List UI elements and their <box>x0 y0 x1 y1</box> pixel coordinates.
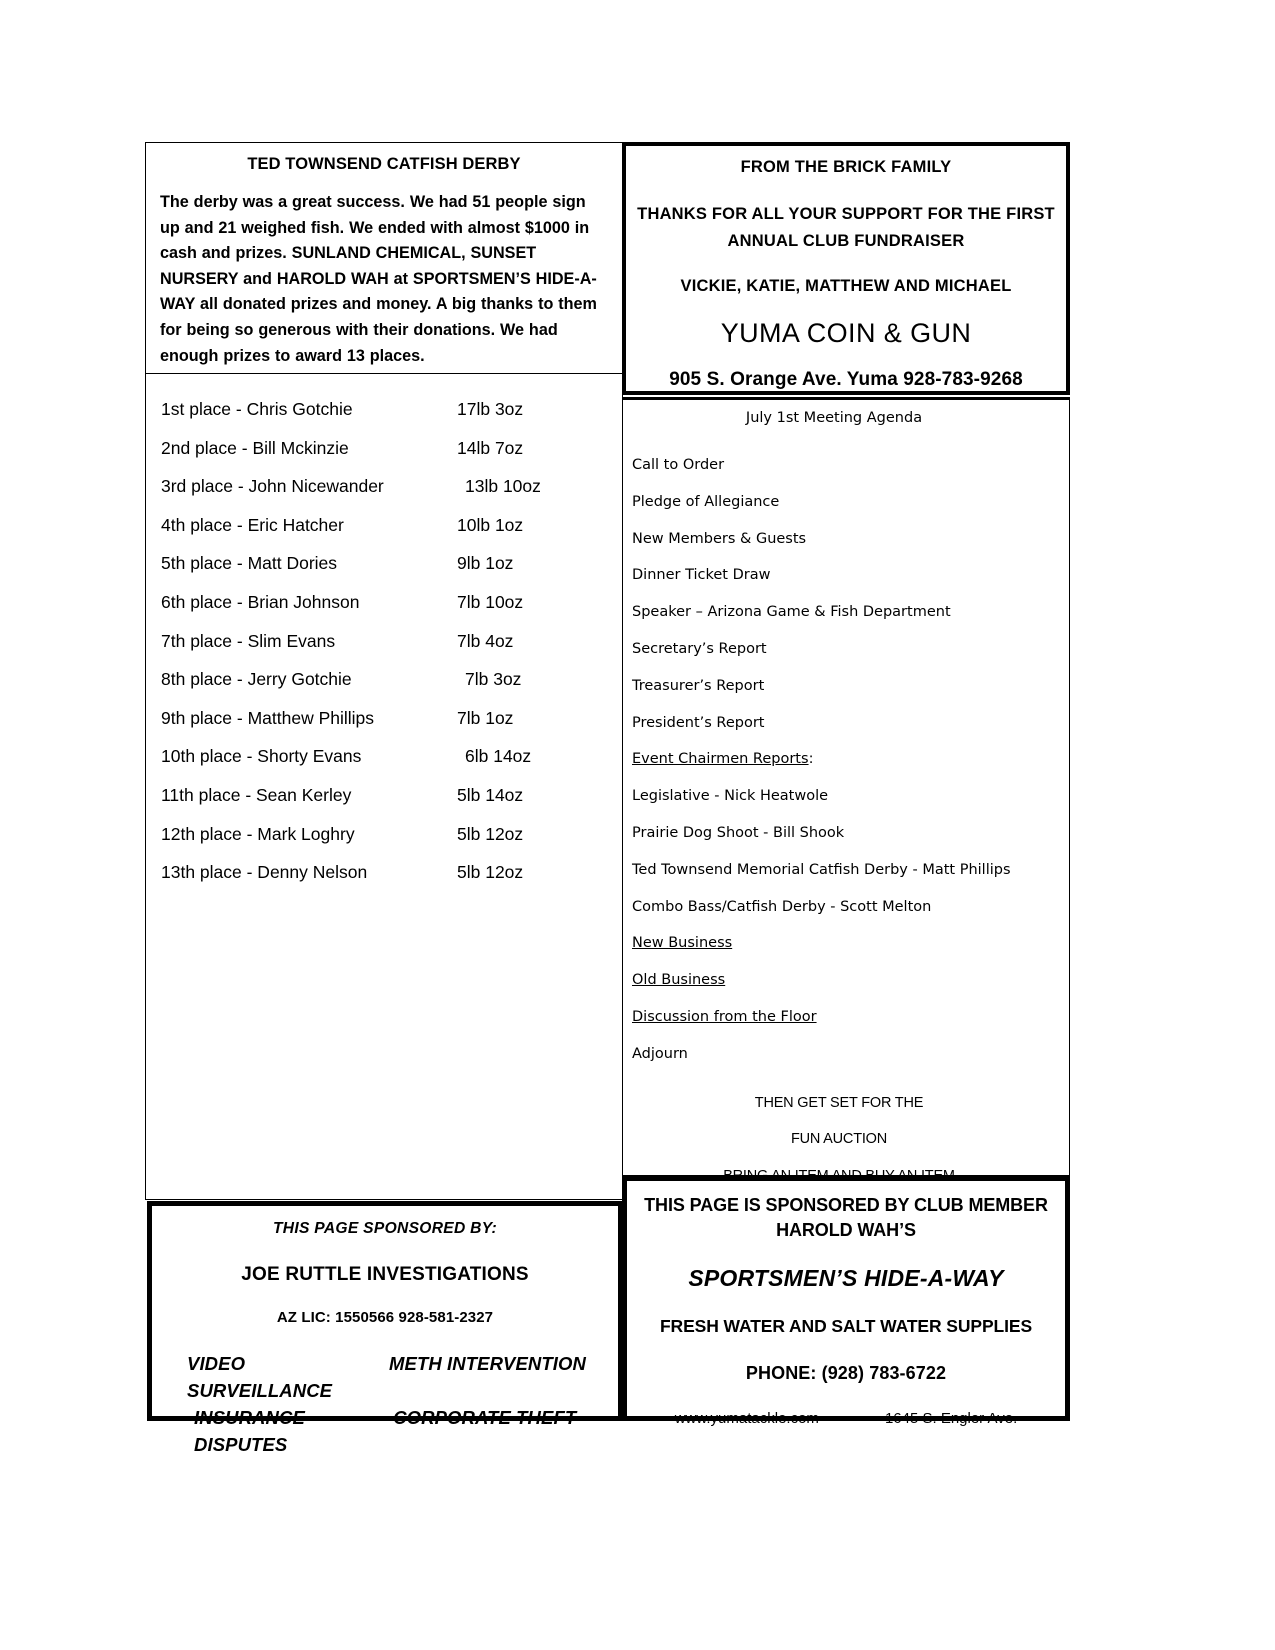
brick-family-ad <box>622 142 1070 395</box>
agenda-item-label: Ted Townsend Memorial Catfish Derby - Matt Phillips <box>632 861 1011 878</box>
sponsor-service-row <box>160 1350 610 1404</box>
agenda-item-label: New Members & Guests <box>632 530 807 547</box>
result-place-name: 8th place - Jerry Gotchie <box>161 669 352 690</box>
agenda-item-label: President’s Report <box>632 714 765 731</box>
result-place-name: 4th place - Eric Hatcher <box>161 514 344 535</box>
result-row <box>146 699 622 738</box>
agenda-item <box>623 594 1069 631</box>
wah-business-name: SPORTSMEN’S HIDE-A-WAY <box>688 1265 1004 1291</box>
agenda-item <box>623 889 1069 926</box>
result-place-name: 9th place - Matthew Phillips <box>161 707 375 728</box>
sponsor-business-name: JOE RUTTLE INVESTIGATIONS <box>241 1264 529 1285</box>
result-weight: 7lb 3oz <box>465 669 522 690</box>
result-place-name: 6th place - Brian Johnson <box>161 591 360 612</box>
agenda-item-label: Adjourn <box>632 1045 688 1062</box>
agenda-item <box>623 778 1069 815</box>
result-weight: 9lb 1oz <box>457 553 514 574</box>
agenda-item <box>623 631 1069 668</box>
agenda-item <box>623 484 1069 521</box>
result-place-name: 12th place - Mark Loghry <box>161 823 355 844</box>
agenda-item <box>623 815 1069 852</box>
result-place-name: 3rd place - John Nicewander <box>161 476 384 497</box>
agenda-item-label: Legislative - Nick Heatwole <box>632 788 829 805</box>
agenda-item <box>623 557 1069 594</box>
sponsor-service-row <box>160 1404 610 1458</box>
agenda-item <box>623 999 1069 1036</box>
agenda-item-label: Pledge of Allegiance <box>632 493 780 510</box>
wah-tagline: FRESH WATER AND SALT WATER SUPPLIES <box>659 1316 1033 1336</box>
agenda-item <box>623 962 1069 999</box>
wah-street-address: 1645 S. Engler Ave. <box>884 1410 1018 1427</box>
agenda-item <box>623 447 1069 484</box>
brick-business-name: YUMA COIN & GUN <box>720 318 972 348</box>
agenda-item <box>623 521 1069 558</box>
result-place-name: 7th place - Slim Evans <box>161 630 336 651</box>
agenda-item-label: New Business <box>632 935 733 952</box>
result-weight: 7lb 10oz <box>457 591 524 612</box>
result-row <box>146 467 622 506</box>
result-weight: 10lb 1oz <box>457 514 524 535</box>
agenda-item-label: Event Chairmen Reports <box>632 751 809 768</box>
result-place-name: 11th place - Sean Kerley <box>161 784 352 805</box>
auction-notice-line: FUN AUCTION <box>790 1131 888 1148</box>
sponsor-license-phone: AZ LIC: 1550566 928-581-2327 <box>276 1309 494 1326</box>
result-weight: 14lb 7oz <box>457 437 524 458</box>
agenda-item <box>623 668 1069 705</box>
wah-sponsor-heading: THIS PAGE IS SPONSORED BY CLUB MEMBER HAROLD WAH’S <box>644 1195 1048 1240</box>
result-row <box>146 544 622 583</box>
agenda-item-suffix: : <box>808 751 814 768</box>
result-weight: 7lb 1oz <box>457 707 514 728</box>
result-row <box>146 853 622 892</box>
result-place-name: 2nd place - Bill Mckinzie <box>161 437 349 458</box>
sponsor-service: INSURANCE DISPUTES <box>194 1407 305 1455</box>
result-weight: 5lb 12oz <box>457 862 524 883</box>
derby-body-text: The derby was a great success. We had 51 people sign up and 21 weighed fish. We ended with almost $1000 in cash and prizes. SUNLAND CHEMICAL, SUNSET NURSERY and HAROLD WAH at SPORTSMEN’S HIDE-A-WAY all donated prizes and money. A big thanks to them for being so generous with their donations. We had enough prizes to award 13 places. <box>160 193 597 365</box>
wah-phone: PHONE: (928) 783-6722 <box>745 1363 947 1383</box>
agenda-item-label: Call to Order <box>632 457 725 473</box>
result-weight: 5lb 12oz <box>457 823 524 844</box>
sponsor-service: METH INTERVENTION <box>389 1353 586 1374</box>
meeting-agenda <box>622 397 1070 1185</box>
result-place-name: 5th place - Matt Dories <box>161 553 338 574</box>
derby-headline: TED TOWNSEND CATFISH DERBY <box>247 155 521 173</box>
result-place-name: 10th place - Shorty Evans <box>161 746 362 767</box>
result-row <box>146 622 622 661</box>
result-row <box>146 429 622 468</box>
agenda-item-label: Dinner Ticket Draw <box>632 567 771 584</box>
agenda-item-label: Secretary’s Report <box>632 640 767 657</box>
result-weight: 6lb 14oz <box>465 746 532 767</box>
result-row <box>146 815 622 854</box>
agenda-item-label: Treasurer’s Report <box>632 677 765 694</box>
catfish-derby-article <box>145 142 623 374</box>
auction-notice-line: BRING AN ITEM AND BUY AN ITEM <box>723 1168 955 1185</box>
sponsor-service: CORPORATE THEFT <box>393 1407 577 1428</box>
result-weight: 5lb 14oz <box>457 784 524 805</box>
result-weight: 7lb 4oz <box>457 630 514 651</box>
brick-names-line: VICKIE, KATIE, MATTHEW AND MICHAEL <box>680 277 1012 295</box>
sponsor-services-list <box>160 1350 610 1458</box>
agenda-item-label: Speaker – Arizona Game & Fish Department <box>632 604 951 621</box>
result-row <box>146 660 622 699</box>
derby-results-list <box>145 374 623 1200</box>
agenda-title: July 1st Meeting Agenda <box>745 410 923 426</box>
sponsor-service: VIDEO SURVEILLANCE <box>187 1353 333 1401</box>
sponsor-heading: THIS PAGE SPONSORED BY: <box>272 1220 498 1237</box>
result-row <box>146 390 622 429</box>
agenda-item-label: Old Business <box>632 972 726 989</box>
wah-website[interactable]: www.yumatackle.com <box>674 1410 819 1427</box>
sportsmens-hideaway-ad <box>622 1176 1070 1427</box>
joe-ruttle-sponsor-ad <box>147 1201 623 1455</box>
agenda-item-label: Prairie Dog Shoot - Bill Shook <box>632 824 845 841</box>
result-row <box>146 776 622 815</box>
agenda-item <box>623 925 1069 962</box>
agenda-item <box>623 741 1069 778</box>
result-place-name: 1st place - Chris Gotchie <box>161 399 353 419</box>
auction-notice-line: THEN GET SET FOR THE <box>754 1094 924 1111</box>
agenda-item-label: Discussion from the Floor <box>632 1008 817 1025</box>
wah-web-address-row <box>633 1410 1059 1427</box>
result-row <box>146 583 622 622</box>
brick-from-line: FROM THE BRICK FAMILY <box>740 158 952 176</box>
brick-thanks-line: THANKS FOR ALL YOUR SUPPORT FOR THE FIRST ANNUAL CLUB FUNDRAISER <box>637 205 1055 250</box>
result-weight: 13lb 10oz <box>465 476 541 497</box>
brick-address-phone: 905 S. Orange Ave. Yuma 928-783-9268 <box>669 369 1023 390</box>
result-place-name: 13th place - Denny Nelson <box>161 862 368 883</box>
agenda-item <box>623 852 1069 889</box>
agenda-item-label: Combo Bass/Catfish Derby - Scott Melton <box>632 898 932 915</box>
result-row <box>146 737 622 776</box>
result-row <box>146 506 622 545</box>
agenda-item <box>623 1036 1069 1073</box>
result-weight: 17lb 3oz <box>457 399 524 419</box>
agenda-item <box>623 705 1069 742</box>
